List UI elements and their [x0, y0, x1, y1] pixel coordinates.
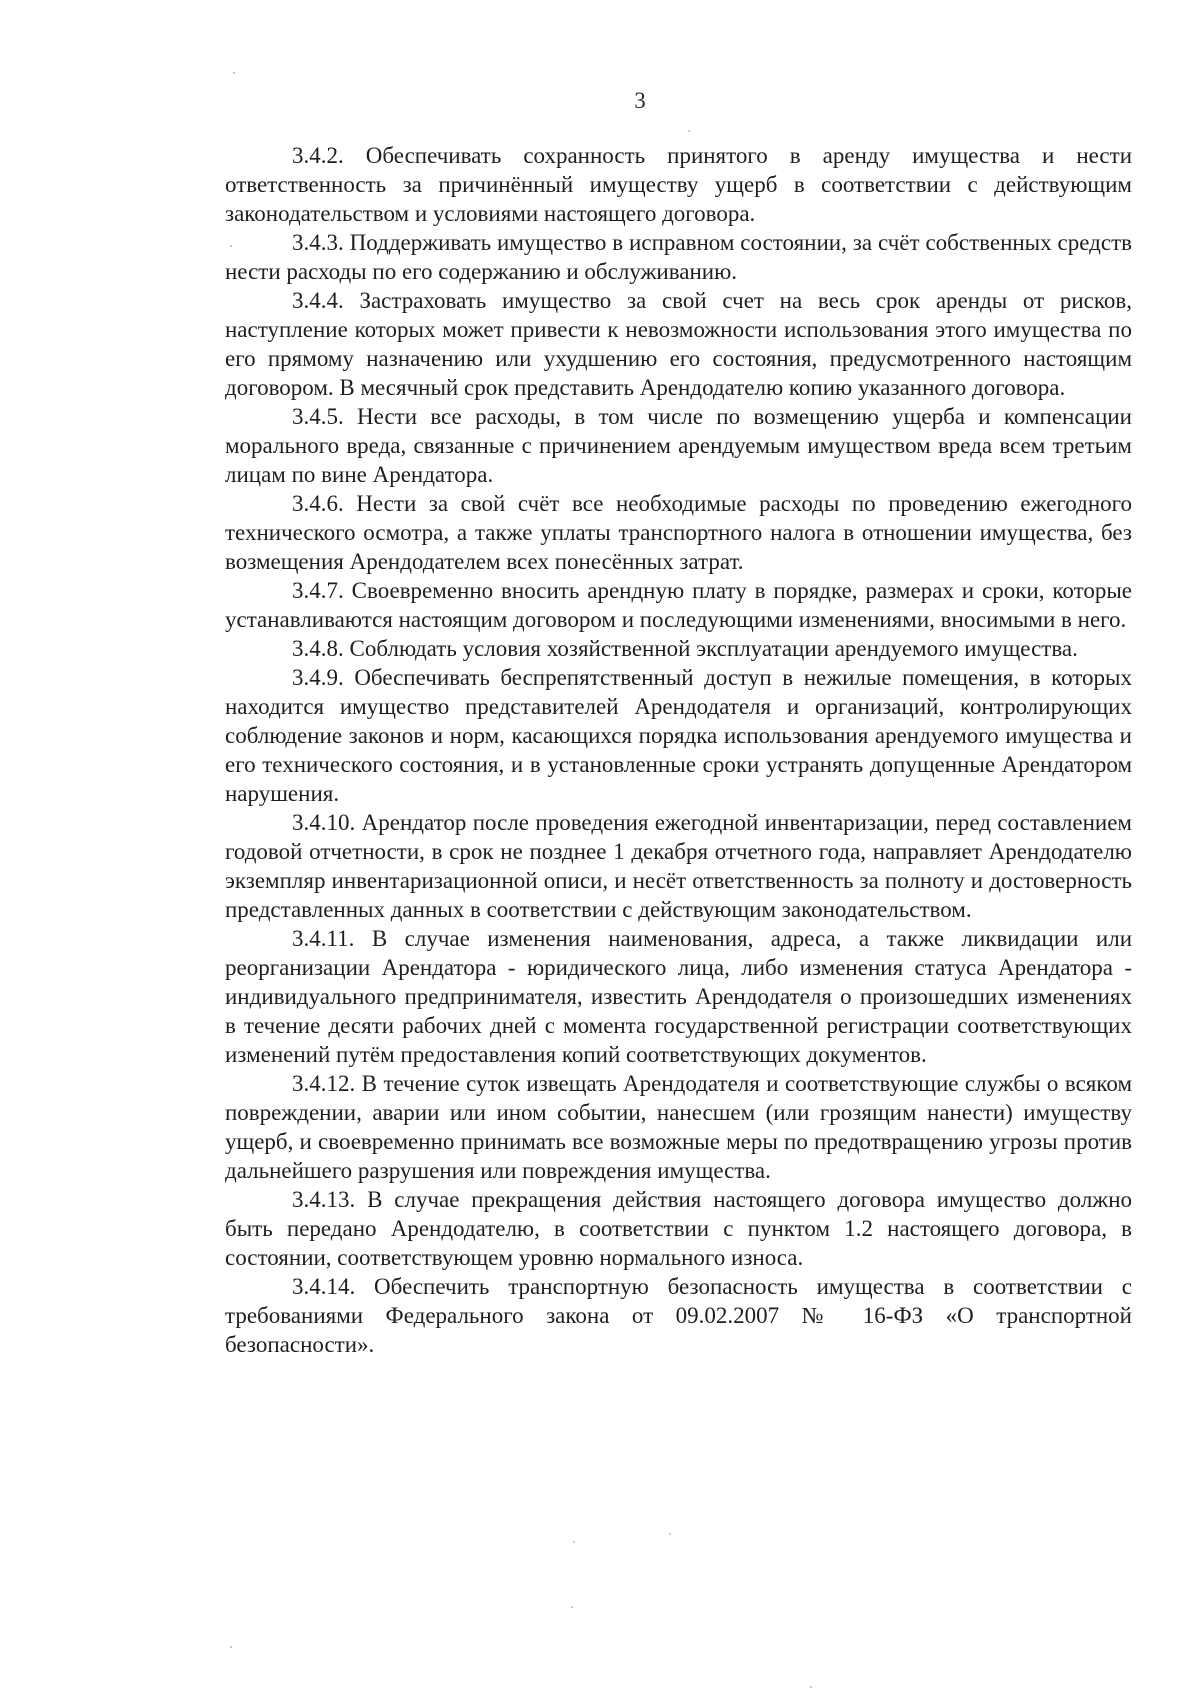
clause-3-4-7: 3.4.7. Своевременно вносить арендную плату в порядке, размерах и сроки, которые устанавливаются настоящим договором и последующими изменениями, вносимыми в него.: [225, 578, 1132, 632]
clause-3-4-2: 3.4.2. Обеспечивать сохранность принятого в аренду имущества и нести ответственность за причинённый имуществу ущерб в соответствии с действующим законодательством и условиями настоящего договора.: [225, 143, 1132, 226]
scan-speck: [571, 1606, 573, 1608]
clause-3-4-3: 3.4.3. Поддерживать имущество в исправном состоянии, за счёт собственных средств нести расходы по его содержанию и обслуживанию.: [225, 230, 1132, 284]
scan-speck: [669, 1533, 671, 1535]
clause-3-4-12: 3.4.12. В течение суток извещать Арендодателя и соответствующие службы о всяком повреждении, аварии или ином событии, нанесшем (или грозящим нанести) имуществу ущерб, и своевременно принимать все возможные меры по предотвращению угрозы против дальнейшего разрушения или повреждения имущества.: [225, 1071, 1132, 1183]
clause-3-4-10: 3.4.10. Арендатор после проведения ежегодной инвентаризации, перед составлением годовой отчетности, в срок не позднее 1 декабря отчетного года, направляет Арендодателю экземпляр инвентаризационной описи, и несёт ответственность за полноту и достоверность представленных данных в соответствии с действующим законодательством.: [225, 810, 1132, 922]
clause-3-4-11: 3.4.11. В случае изменения наименования, адреса, а также ликвидации или реорганизации Арендатора - юридического лица, либо изменения статуса Арендатора - индивидуального предпринимателя, известить Арендодателя о произошедших изменениях в течение десяти рабочих дней с момента государственной регистрации соответствующих изменений путём предоставления копий соответствующих документов.: [225, 926, 1132, 1067]
scan-speck: [233, 72, 235, 74]
clause-3-4-5: 3.4.5. Нести все расходы, в том числе по возмещению ущерба и компенсации морального вреда, связанные с причинением арендуемым имуществом вреда всем третьим лицам по вине Арендатора.: [225, 404, 1132, 487]
clause-3-4-13: 3.4.13. В случае прекращения действия настоящего договора имущество должно быть передано Арендодателю, в соответствии с пунктом 1.2 настоящего договора, в состоянии, соответствующем уровню нормального износа.: [225, 1187, 1132, 1270]
scan-speck: [230, 245, 232, 247]
scan-speck: [230, 1646, 232, 1648]
page-number: 3: [634, 88, 646, 113]
scan-speck: [688, 130, 690, 132]
document-body: [225, 141, 1132, 1359]
scan-speck: [573, 1541, 575, 1543]
clause-3-4-14: 3.4.14. Обеспечить транспортную безопасность имущества в соответствии с требованиями Федерального закона от 09.02.2007 № 16-ФЗ «О транспортной безопасности».: [225, 1274, 1132, 1357]
clause-3-4-6: 3.4.6. Нести за свой счёт все необходимые расходы по проведению ежегодного технического осмотра, а также уплаты транспортного налога в отношении имущества, без возмещения Арендодателем всех понесённых затрат.: [225, 491, 1132, 574]
clause-3-4-9: 3.4.9. Обеспечивать беспрепятственный доступ в нежилые помещения, в которых находится имущество представителей Арендодателя и организаций, контролирующих соблюдение законов и норм, касающихся порядка использования арендуемого имущества и его технического состояния, и в установленные сроки устранять допущенные Арендатором нарушения.: [225, 665, 1132, 806]
clause-3-4-8: 3.4.8. Соблюдать условия хозяйственной эксплуатации арендуемого имущества.: [292, 636, 1078, 661]
scan-speck: [810, 1686, 812, 1688]
clause-3-4-4: 3.4.4. Застраховать имущество за свой счет на весь срок аренды от рисков, наступление которых может привести к невозможности использования этого имущества по его прямому назначению или ухудшению его состояния, предусмотренного настоящим договором. В месячный срок представить Арендодателю копию указанного договора.: [225, 288, 1132, 400]
